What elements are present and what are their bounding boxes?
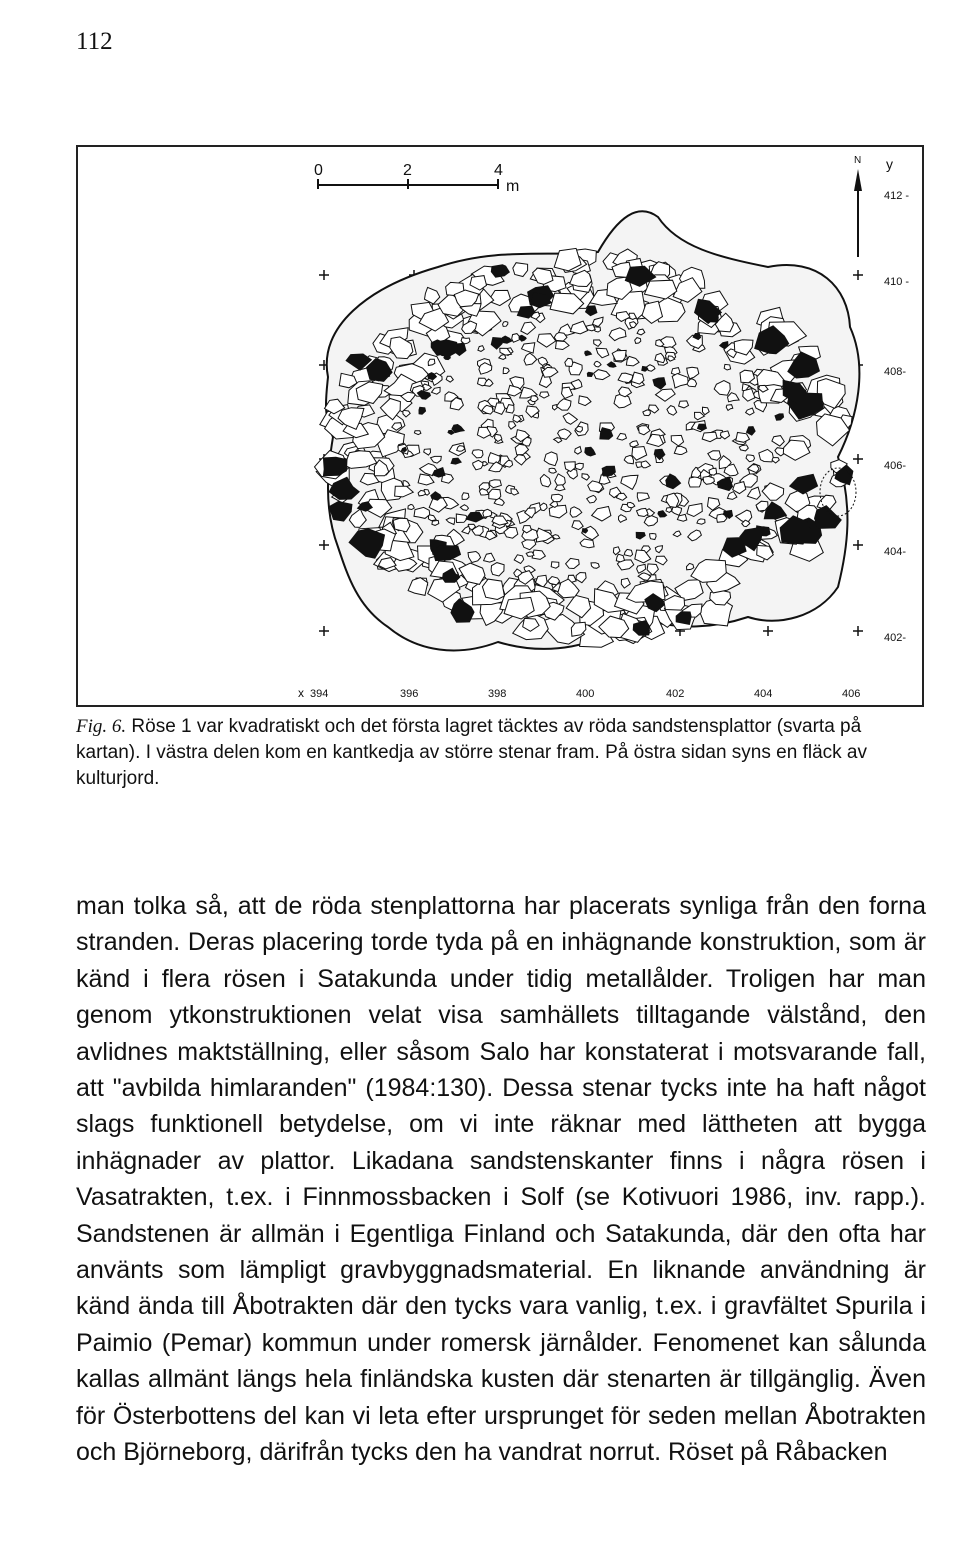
grid-cross [319,540,329,550]
x-tick-398: 398 [488,688,507,700]
caption-label: Fig. 6. [76,716,127,737]
scale-tick-0: 0 [314,162,323,179]
grid-cross [853,626,863,636]
y-tick-408: 408- [884,366,907,378]
stone [724,364,730,370]
caption-text: Röse 1 var kvadratiskt och det första lagret täcktes av röda sandstensplattor (svarta på kartan). I västra delen kom en kantkedja av större stenar fram. På östra sidan syns en fläck av kulturjord. [76,716,867,789]
x-tick-400: 400 [576,688,595,700]
stone [697,519,705,524]
north-arrow-icon [854,169,862,191]
stone [414,507,430,518]
stone [408,504,414,509]
y-tick-412: 412 - [884,190,910,202]
stone [666,508,672,513]
x-tick-396: 396 [400,688,419,700]
stone [462,493,469,500]
page-number: 112 [76,28,113,55]
stone [393,518,410,532]
grid-cross [319,626,329,636]
y-tick-410: 410 - [884,276,910,288]
grid-cross [853,270,863,280]
scale-tick-4: 4 [494,162,503,179]
stone [526,552,534,556]
stone [635,338,641,344]
stone [689,477,702,487]
stone [632,372,645,384]
stone [483,509,492,517]
stone [580,539,594,548]
stone [575,463,583,470]
y-axis-label: y [886,156,893,172]
y-tick-404: 404- [884,546,907,558]
scale-tick-2: 2 [403,162,412,179]
grid-cross [853,454,863,464]
stone [432,520,439,525]
sandstone-slab [587,372,593,377]
figure-caption [76,714,926,792]
scale-unit: m [506,178,520,195]
cairn-outline [326,211,859,650]
y-tick-406: 406- [884,460,907,472]
north-arrow [854,155,862,257]
x-tick-labels [310,688,860,700]
stone [709,468,717,475]
stone [482,579,504,599]
figure-plan-map [76,145,924,707]
stone [616,554,624,562]
stone [551,494,562,501]
cairn-plan-drawing [78,147,922,705]
x-tick-404: 404 [754,688,773,700]
grid-cross [319,270,329,280]
body-paragraph: man tolka så, att de röda stenplattorna har placerats synliga från den forna stranden. Deras placering torde tyda på en inhägnande konstruktion, som är känd i flera rösen i Satakunda under tidig metallålder. Troligen har man genom ytkonstruktionen velat visa samhällets tilltagande välstånd, den avlidnes maktställning, eller såsom Salo har konstaterat i motsvarande fall, att "avbilda himlaranden" (1984:130). Dessa stenar tycks inte ha haft något slags funktionell betydelse, om vi inte räknar med lättheten att bygga inhägnader av plattor. Likadana sandstenskanter finns i några rösen i Vasatrakten, t.ex. i Finnmossbacken i Solf (se Kotivuori 1986, inv. rapp.). Sandstenen är allmän i Egentliga Finland och Satakunda, där den ofta har använts som lämpligt gravbyggnadsmaterial. En liknande användning är känd ända till Åbotrakten där den tycks vara vanlig, t.ex. i gravfältet Spurila i Paimio (Pemar) kommun under romersk järnålder. Fenomenet kan sålunda kallas allmänt längs hela finländska kusten där stenarten är tillgänglig. Även för Österbottens del kan vi leta efter ursprunget för seden mellan Åbotrakten och Björneborg, därifrån tycks den ha vandrat norrut. Röset på Råbacken [76,892,926,1467]
stone [503,322,508,327]
stone [637,508,649,516]
stone [551,562,559,568]
x-tick-406: 406 [842,688,861,700]
y-tick-402: 402- [884,632,907,644]
stone [739,445,748,451]
grid-cross [853,540,863,550]
x-axis-label: x [298,686,304,700]
north-label: N [854,155,862,166]
scale-bar [314,162,519,195]
y-tick-labels [884,190,909,644]
stone [549,468,556,473]
stone [650,534,657,540]
body-text [76,888,926,1471]
x-tick-394: 394 [310,688,329,700]
grid-cross [763,626,773,636]
x-tick-402: 402 [666,688,685,700]
